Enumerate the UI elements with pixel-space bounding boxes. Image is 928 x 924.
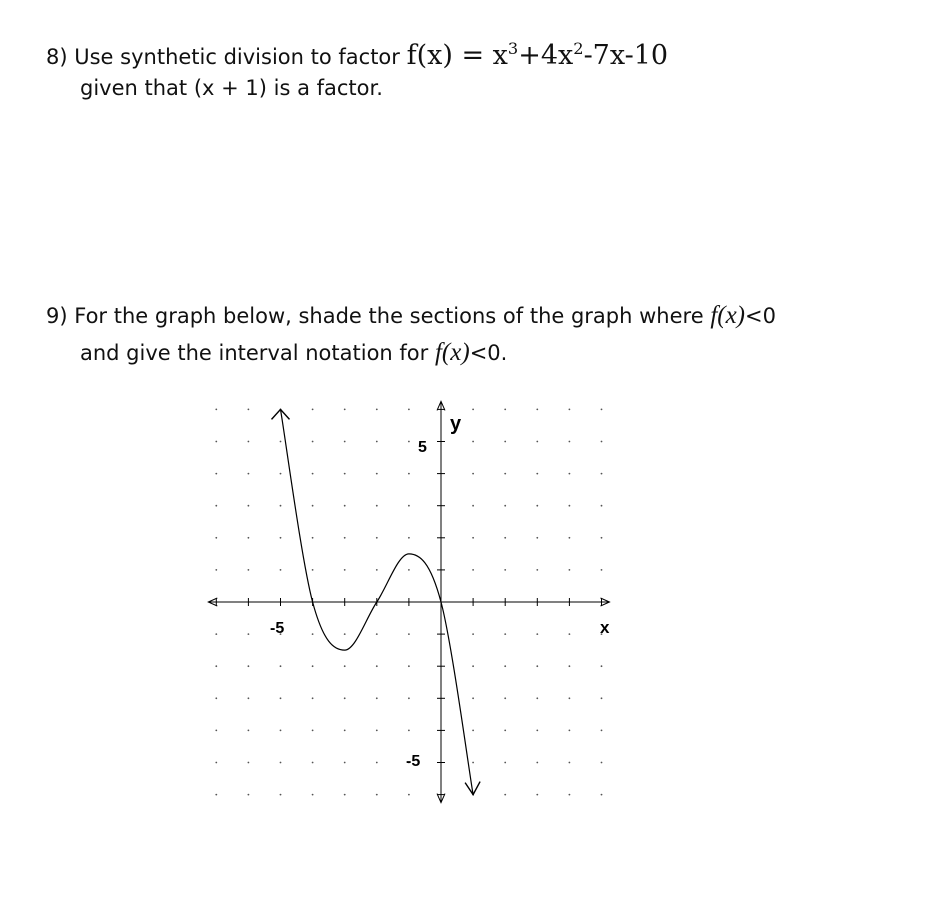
grid-dot [248,505,250,507]
grid-dot [472,665,474,667]
grid-dot [215,441,217,443]
grid-dot [408,409,410,411]
grid-dot [280,762,282,764]
grid-dot [376,633,378,635]
grid-dot [344,537,346,539]
tick-label-x-neg5: -5 [270,620,285,637]
grid-dot [215,730,217,732]
grid-dot [312,537,314,539]
grid-dot [569,697,571,699]
grid-dot [215,665,217,667]
grid-dot [376,409,378,411]
grid-dot [248,473,250,475]
grid-dot [504,409,506,411]
grid-dot [601,730,603,732]
grid-dot [248,537,250,539]
fx-rest: -7x-10 [583,40,669,71]
grid-dot [280,505,282,507]
question-9-number: 9) [46,304,68,328]
grid-dot [601,441,603,443]
grid-dot [472,473,474,475]
grid-dot [344,569,346,571]
grid-dot [569,633,571,635]
grid-dot [280,537,282,539]
grid-dot [215,473,217,475]
grid-dot [536,569,538,571]
grid-dot [569,537,571,539]
grid-dot [312,794,314,796]
grid-dot [344,505,346,507]
grid-dot [376,697,378,699]
grid-dot [215,762,217,764]
grid-dot [504,633,506,635]
grid-dot [504,794,506,796]
grid-dot [504,569,506,571]
grid-dot [344,473,346,475]
grid-dot [504,473,506,475]
grid-dot [248,633,250,635]
grid-dot [504,441,506,443]
grid-dot [408,665,410,667]
fx-italic-1: f(x) [710,302,746,329]
grid-dot [215,505,217,507]
grid-dot [536,665,538,667]
grid-dot [504,505,506,507]
grid-dot [601,665,603,667]
question-8-text: Use synthetic division to factor [74,45,400,69]
grid-dot [280,794,282,796]
grid-dot [408,730,410,732]
grid-dot [536,473,538,475]
inequality-2: <0. [469,341,508,365]
grid-dot [408,697,410,699]
grid-dot [536,730,538,732]
grid-dot [248,441,250,443]
grid-dot [569,762,571,764]
grid-dot [312,762,314,764]
grid-dot [504,697,506,699]
fx-italic-2: f(x) [434,339,470,366]
grid-dot [312,409,314,411]
grid-dot [569,505,571,507]
grid-dot [536,441,538,443]
grid-dot [601,473,603,475]
grid-dot [569,441,571,443]
grid-dot [536,794,538,796]
grid-dot [280,697,282,699]
grid-dot [408,569,410,571]
grid-dot [344,441,346,443]
grid-dot [376,794,378,796]
grid-dot [408,505,410,507]
y-axis-label: y [450,413,462,435]
grid-dot [536,633,538,635]
grid-dot [472,569,474,571]
grid-dot [472,697,474,699]
grid-dot [248,730,250,732]
grid-dot [408,441,410,443]
grid-dot [312,730,314,732]
grid-dot [536,409,538,411]
grid-dot [312,697,314,699]
fx-label: f(x) = x [406,40,508,71]
tick-label-y-5: 5 [418,439,427,456]
grid-dot [601,794,603,796]
grid-dot [408,537,410,539]
grid-dot [344,794,346,796]
grid-dot [472,730,474,732]
grid-dot [504,762,506,764]
grid-dot [601,537,603,539]
grid-dot [376,730,378,732]
grid-dot [601,762,603,764]
x-axis-label: x [600,618,610,637]
grid-dot [312,505,314,507]
grid-dot [601,505,603,507]
grid-dot [536,762,538,764]
question-9-text: For the graph below, shade the sections of the graph where [74,304,704,328]
grid-dot [280,473,282,475]
grid-dot [536,537,538,539]
grid-dot [344,697,346,699]
grid-dot [376,569,378,571]
grid-dot [248,794,250,796]
grid-dot [569,409,571,411]
grid-dot [408,794,410,796]
grid-dot [536,505,538,507]
question-9-text2: and give the interval notation for [80,341,429,365]
grid-dot [312,473,314,475]
grid-dot [248,697,250,699]
grid-dot [248,665,250,667]
grid-dot [248,762,250,764]
grid-dot [472,537,474,539]
grid-dot [215,569,217,571]
grid-dot [472,409,474,411]
grid-dot [569,665,571,667]
fx-term-4x: +4x [518,40,574,71]
grid-dot [312,665,314,667]
grid-dot [344,665,346,667]
grid-dot [504,665,506,667]
grid-dot [215,537,217,539]
grid-dot [408,633,410,635]
grid-dot [344,762,346,764]
grid-dot [601,569,603,571]
grid-dot [504,730,506,732]
tick-label-y-neg5: -5 [406,753,421,770]
grid-dot [215,633,217,635]
grid-dot [408,473,410,475]
grid-dot [344,633,346,635]
grid-dot [472,441,474,443]
grid-dot [248,409,250,411]
grid-dot [569,730,571,732]
grid-dot [280,730,282,732]
grid-dot [376,665,378,667]
grid-dot [601,409,603,411]
grid-dot [215,697,217,699]
grid-dot [215,409,217,411]
exponent-2: 2 [573,39,584,58]
grid-dot [472,633,474,635]
grid-dot [312,633,314,635]
grid-dot [248,569,250,571]
grid-dot [536,697,538,699]
grid-dot [376,762,378,764]
question-8-number: 8) [46,45,68,69]
grid-dot [215,794,217,796]
inequality-1: <0 [745,304,776,328]
grid-dot [376,441,378,443]
grid-dot [312,441,314,443]
grid-dot [344,730,346,732]
grid-dot [504,537,506,539]
grid-dot [312,569,314,571]
grid-dot [376,537,378,539]
grid-dot [601,697,603,699]
grid-dot [569,794,571,796]
grid-dot [376,505,378,507]
grid-dot [344,409,346,411]
grid-dot [472,762,474,764]
grid-dot [280,569,282,571]
question-8-line2: given that (x + 1) is a factor. [80,76,383,100]
grid-dot [280,665,282,667]
exponent-3: 3 [507,39,519,58]
grid-dot [280,441,282,443]
grid-dot [569,569,571,571]
grid-dot [376,473,378,475]
grid-dot [472,505,474,507]
grid-dot [569,473,571,475]
